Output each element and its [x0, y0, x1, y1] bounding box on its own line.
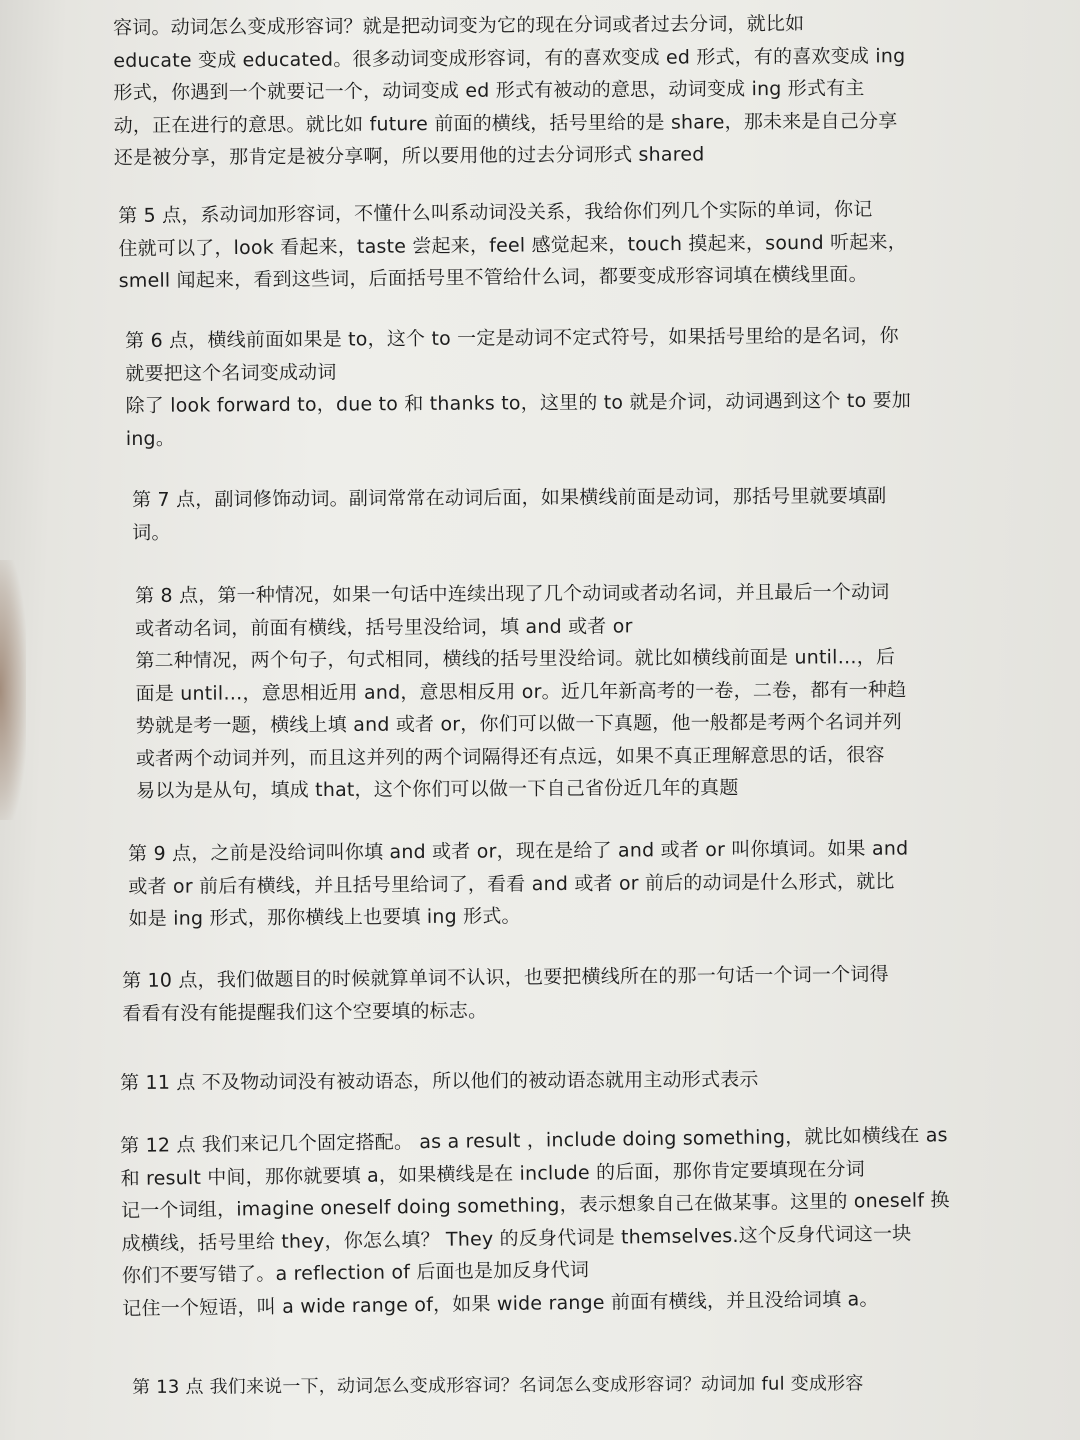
text-line: 或者动名词，前面有横线，括号里没给词，填 and 或者 or [135, 614, 633, 640]
text-line: 就要把这个名词变成动词 [125, 361, 337, 385]
text-line: 第 5 点，系动词加形容词，不懂什么叫系动词没关系，我给你们列几个实际的单词，你记 [118, 198, 873, 227]
text-line: 第 8 点，第一种情况，如果一句话中连续出现了几个动词或者动名词，并且最后一个动词 [135, 581, 890, 607]
text-line: 和 result 中间，那你就要填 a，如果横线是在 include 的后面，那你肯定要填现在分词 [120, 1157, 865, 1190]
text-line: 面是 until…，意思相近用 and，意思相反用 or。近几年新高考的一卷，二卷，都有一种趋 [135, 678, 907, 705]
text-line: 记住一个短语，叫 a wide range of，如果 wide range 前面有横线，并且没给词填 a。 [122, 1287, 879, 1320]
text-line: 或者 or 前后有横线，并且括号里给词了，看看 and 或者 or 前后的动词是什么形式，就比 [128, 870, 895, 898]
text-line: ing。 [125, 427, 176, 450]
text-line: 第 11 点 不及物动词没有被动语态，所以他们的被动语态就用主动形式表示 [120, 1068, 759, 1094]
text-line: 易以为是从句，填成 that，这个你们可以做一下自己省份近几年的真题 [136, 776, 739, 802]
text-line: 你们不要写错了。a reflection of 后面也是加反身代词 [121, 1258, 590, 1287]
paragraph-adjective-from-verb [113, 7, 974, 175]
text-line: 词。 [132, 521, 171, 544]
text-line: 势就是考一题，横线上填 and 或者 or，你们可以做一下真题，他一般都是考两个名词并列 [135, 710, 902, 737]
text-line: 第二种情况，两个句子，句式相同，横线的括号里没给词。就比如横线前面是 until…，后 [135, 646, 896, 672]
text-line: 第 7 点，副词修饰动词。副词常常在动词后面，如果横线前面是动词，那括号里就要填副 [132, 485, 887, 511]
paragraph-point-11 [120, 1062, 980, 1099]
text-line: 住就可以了，look 看起来，taste 尝起来，feel 感觉起来，touch 摸起来，sound 听起来， [118, 230, 907, 260]
text-line: 动，正在进行的意思。就比如 future 前面的横线，括号里给的是 share，那未来是自己分享 [113, 109, 898, 137]
thumb-shadow [0, 560, 26, 820]
paragraph-point-13 [132, 1367, 992, 1404]
paragraph-point-9 [128, 832, 979, 935]
paragraph-point-12 [120, 1119, 982, 1325]
text-line: 如是 ing 形式，那你横线上也要填 ing 形式。 [128, 905, 521, 930]
text-line: 形式，你遇到一个就要记一个，动词变成 ed 形式有被动的意思，动词变成 ing 形式有主 [113, 77, 865, 104]
text-line: 还是被分享，那肯定是被分享啊，所以要用他的过去分词形式 shared [113, 143, 705, 169]
text-line: 容词。动词怎么变成形容词？就是把动词变为它的现在分词或者过去分词，就比如 [113, 12, 805, 39]
text-line: 或者两个动词并列，而且这并列的两个词隔得还有点远，如果不真正理解意思的话，很容 [135, 743, 885, 770]
text-line: 记一个词组，imagine oneself doing something，表示想象自己在做某事。这里的 oneself 换 [120, 1189, 950, 1222]
paragraph-point-7 [132, 480, 982, 549]
text-line: educate 变成 educated。很多动词变成形容词，有的喜欢变成 ed 形式，有的喜欢变成 ing [113, 44, 906, 72]
text-line: 除了 look forward to，due to 和 thanks to，这里的 to 就是介词，动词遇到这个 to 要加 [125, 389, 912, 417]
text-line: 第 12 点 我们来记几个固定搭配。 as a result ，include doing something，就比如横线在 as [120, 1124, 948, 1157]
text-line: 成横线，括号里给 they，你怎么填？ They 的反身代词是 themselves.这个反身代词这一块 [121, 1222, 912, 1255]
text-line: 看看有没有能提醒我们这个空要填的标志。 [122, 999, 488, 1025]
paragraph-point-5 [118, 192, 979, 297]
paragraph-point-10 [122, 957, 983, 1030]
text-line: 第 13 点 我们来说一下，动词怎么变成形容词？名词怎么变成形容词？动词加 ful 变成形容 [132, 1373, 864, 1398]
text-line: 第 6 点，横线前面如果是 to，这个 to 一定是动词不定式符号，如果括号里给的是名词，你 [125, 324, 899, 352]
text-line: 第 9 点，之前是没给词叫你填 and 或者 or，现在是给了 and 或者 or 叫你填词。如果 and [128, 837, 909, 865]
paragraph-point-6 [125, 319, 986, 455]
text-line: smell 闻起来，看到这些词，后面括号里不管给什么词，都要变成形容词填在横线里面。 [118, 263, 868, 292]
paragraph-point-8 [135, 576, 986, 808]
text-line: 第 10 点，我们做题目的时候就算单词不认识，也要把横线所在的那一句话一个词一个词得 [122, 963, 889, 992]
